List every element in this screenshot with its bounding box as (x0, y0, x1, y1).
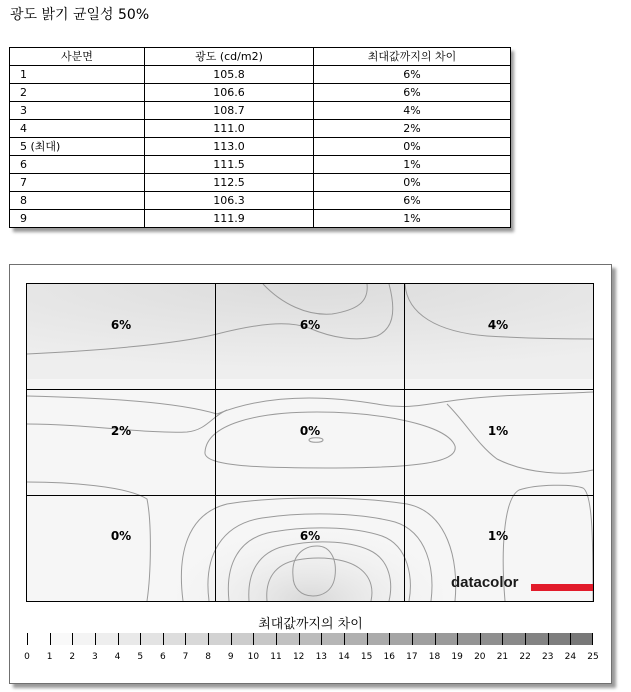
scale-segment (321, 633, 344, 645)
cell-label-6: 1% (487, 424, 509, 438)
cell-luminance: 105.8 (145, 66, 314, 84)
cell-luminance: 112.5 (145, 174, 314, 192)
cell-luminance: 106.6 (145, 84, 314, 102)
scale-number: 2 (69, 652, 76, 662)
scale-number: 6 (159, 652, 166, 662)
cell-quadrant: 9 (10, 210, 145, 228)
scale-number: 4 (114, 652, 121, 662)
scale-number: 20 (474, 652, 486, 662)
scale-tick (231, 633, 232, 645)
luminance-table (9, 47, 511, 228)
table-body (10, 66, 511, 228)
table-row (10, 102, 511, 120)
page-title: 광도 밝기 균일성 50% (10, 7, 150, 23)
scale-tick (502, 633, 503, 645)
cell-quadrant: 3 (10, 102, 145, 120)
scale-segment (118, 633, 141, 645)
table-row (10, 192, 511, 210)
cell-difference: 2% (314, 120, 511, 138)
cell-luminance: 106.3 (145, 192, 314, 210)
uniformity-figure (9, 264, 612, 684)
scale-segment (480, 633, 503, 645)
table-header-row (10, 48, 511, 66)
cell-label-9: 1% (487, 529, 509, 543)
scale-segment (185, 633, 208, 645)
cell-quadrant: 6 (10, 156, 145, 174)
scale-number: 11 (270, 652, 282, 662)
cell-quadrant: 8 (10, 192, 145, 210)
datacolor-logo: datacolor (451, 574, 519, 591)
scale-number: 0 (24, 652, 30, 662)
scale-number: 19 (451, 652, 463, 662)
scale-segment (72, 633, 95, 645)
table-row (10, 120, 511, 138)
cell-label-8: 6% (299, 529, 321, 543)
scale-tick (525, 633, 526, 645)
scale-number: 9 (227, 652, 234, 662)
header-quadrant: 사분면 (10, 48, 145, 66)
scale-number: 3 (92, 652, 98, 662)
scale-number: 23 (541, 652, 554, 662)
scale-number: 5 (137, 652, 144, 662)
scale-segment (276, 633, 299, 645)
scale-segment (570, 633, 593, 645)
scale-number: 16 (383, 652, 395, 662)
scale-tick (457, 633, 458, 645)
scale-number: 25 (587, 652, 599, 662)
cell-difference: 0% (314, 174, 511, 192)
cell-luminance: 111.9 (145, 210, 314, 228)
scale-number: 18 (428, 652, 441, 662)
scale-segment (140, 633, 163, 645)
scale-segment (525, 633, 548, 645)
scale-tick (592, 633, 593, 645)
scale-tick (480, 633, 481, 645)
cell-difference: 1% (314, 156, 511, 174)
scale-tick (389, 633, 390, 645)
scale-segment (163, 633, 186, 645)
scale-number: 17 (406, 652, 418, 662)
scale-tick (50, 633, 51, 645)
scale-tick (344, 633, 345, 645)
scale-tick (208, 633, 209, 645)
table-row (10, 84, 511, 102)
difference-scale-bar (27, 633, 593, 645)
cell-difference: 4% (314, 102, 511, 120)
cell-difference: 0% (314, 138, 511, 156)
cell-quadrant: 4 (10, 120, 145, 138)
cell-label-7: 0% (110, 529, 132, 543)
scale-number: 15 (360, 652, 373, 662)
scale-tick (140, 633, 141, 645)
cell-luminance: 111.0 (145, 120, 314, 138)
header-difference: 최대값까지의 차이 (314, 48, 511, 66)
cell-label-5: 0% (299, 424, 321, 438)
scale-tick (299, 633, 300, 645)
scale-tick (276, 633, 277, 645)
cell-quadrant: 1 (10, 66, 145, 84)
scale-number: 22 (519, 652, 531, 662)
cell-difference: 6% (314, 192, 511, 210)
scale-number: 13 (315, 652, 328, 662)
uniformity-contour-map (26, 283, 594, 602)
scale-segment (457, 633, 480, 645)
table-row (10, 210, 511, 228)
scale-segment (253, 633, 276, 645)
scale-segment (435, 633, 458, 645)
cell-label-4: 2% (110, 424, 132, 438)
scale-tick (321, 633, 322, 645)
scale-number: 8 (205, 652, 211, 662)
scale-tick (118, 633, 119, 645)
scale-tick (72, 633, 73, 645)
scale-segment (208, 633, 231, 645)
scale-tick (95, 633, 96, 645)
cell-label-3: 4% (487, 318, 509, 332)
scale-tick (412, 633, 413, 645)
cell-difference: 1% (314, 210, 511, 228)
scale-tick (253, 633, 254, 645)
scale-number: 12 (292, 652, 305, 662)
datacolor-logo-bar (531, 584, 594, 591)
scale-tick (367, 633, 368, 645)
table-row (10, 174, 511, 192)
cell-luminance: 108.7 (145, 102, 314, 120)
cell-difference: 6% (314, 66, 511, 84)
scale-number: 24 (564, 652, 577, 662)
scale-segment (95, 633, 118, 645)
luminance-table-container (9, 47, 510, 228)
scale-segment (50, 633, 73, 645)
scale-tick (27, 633, 28, 645)
scale-segment (412, 633, 435, 645)
scale-tick (163, 633, 164, 645)
cell-label-1: 6% (110, 318, 132, 332)
scale-tick (570, 633, 571, 645)
scale-segment (231, 633, 254, 645)
cell-quadrant: 7 (10, 174, 145, 192)
scale-segment (502, 633, 525, 645)
scale-tick (435, 633, 436, 645)
scale-number: 1 (46, 652, 53, 662)
scale-segment (367, 633, 390, 645)
scale-segment (389, 633, 412, 645)
scale-segment (27, 633, 50, 645)
scale-title: 최대값까지의 차이 (258, 617, 363, 632)
scale-tick (185, 633, 186, 645)
cell-quadrant: 2 (10, 84, 145, 102)
cell-luminance: 113.0 (145, 138, 314, 156)
table-row (10, 66, 511, 84)
table-row (10, 138, 511, 156)
scale-segment (548, 633, 571, 645)
scale-number: 14 (338, 652, 350, 662)
cell-quadrant: 5 (최대) (10, 138, 145, 156)
scale-segment (299, 633, 322, 645)
scale-number: 10 (247, 652, 260, 662)
cell-difference: 6% (314, 84, 511, 102)
scale-number: 7 (182, 652, 189, 662)
table-row (10, 156, 511, 174)
cell-luminance: 111.5 (145, 156, 314, 174)
scale-segment (344, 633, 367, 645)
header-luminance: 광도 (cd/m2) (145, 48, 314, 66)
scale-number: 21 (496, 652, 509, 662)
scale-tick (548, 633, 549, 645)
cell-label-2: 6% (299, 318, 321, 332)
